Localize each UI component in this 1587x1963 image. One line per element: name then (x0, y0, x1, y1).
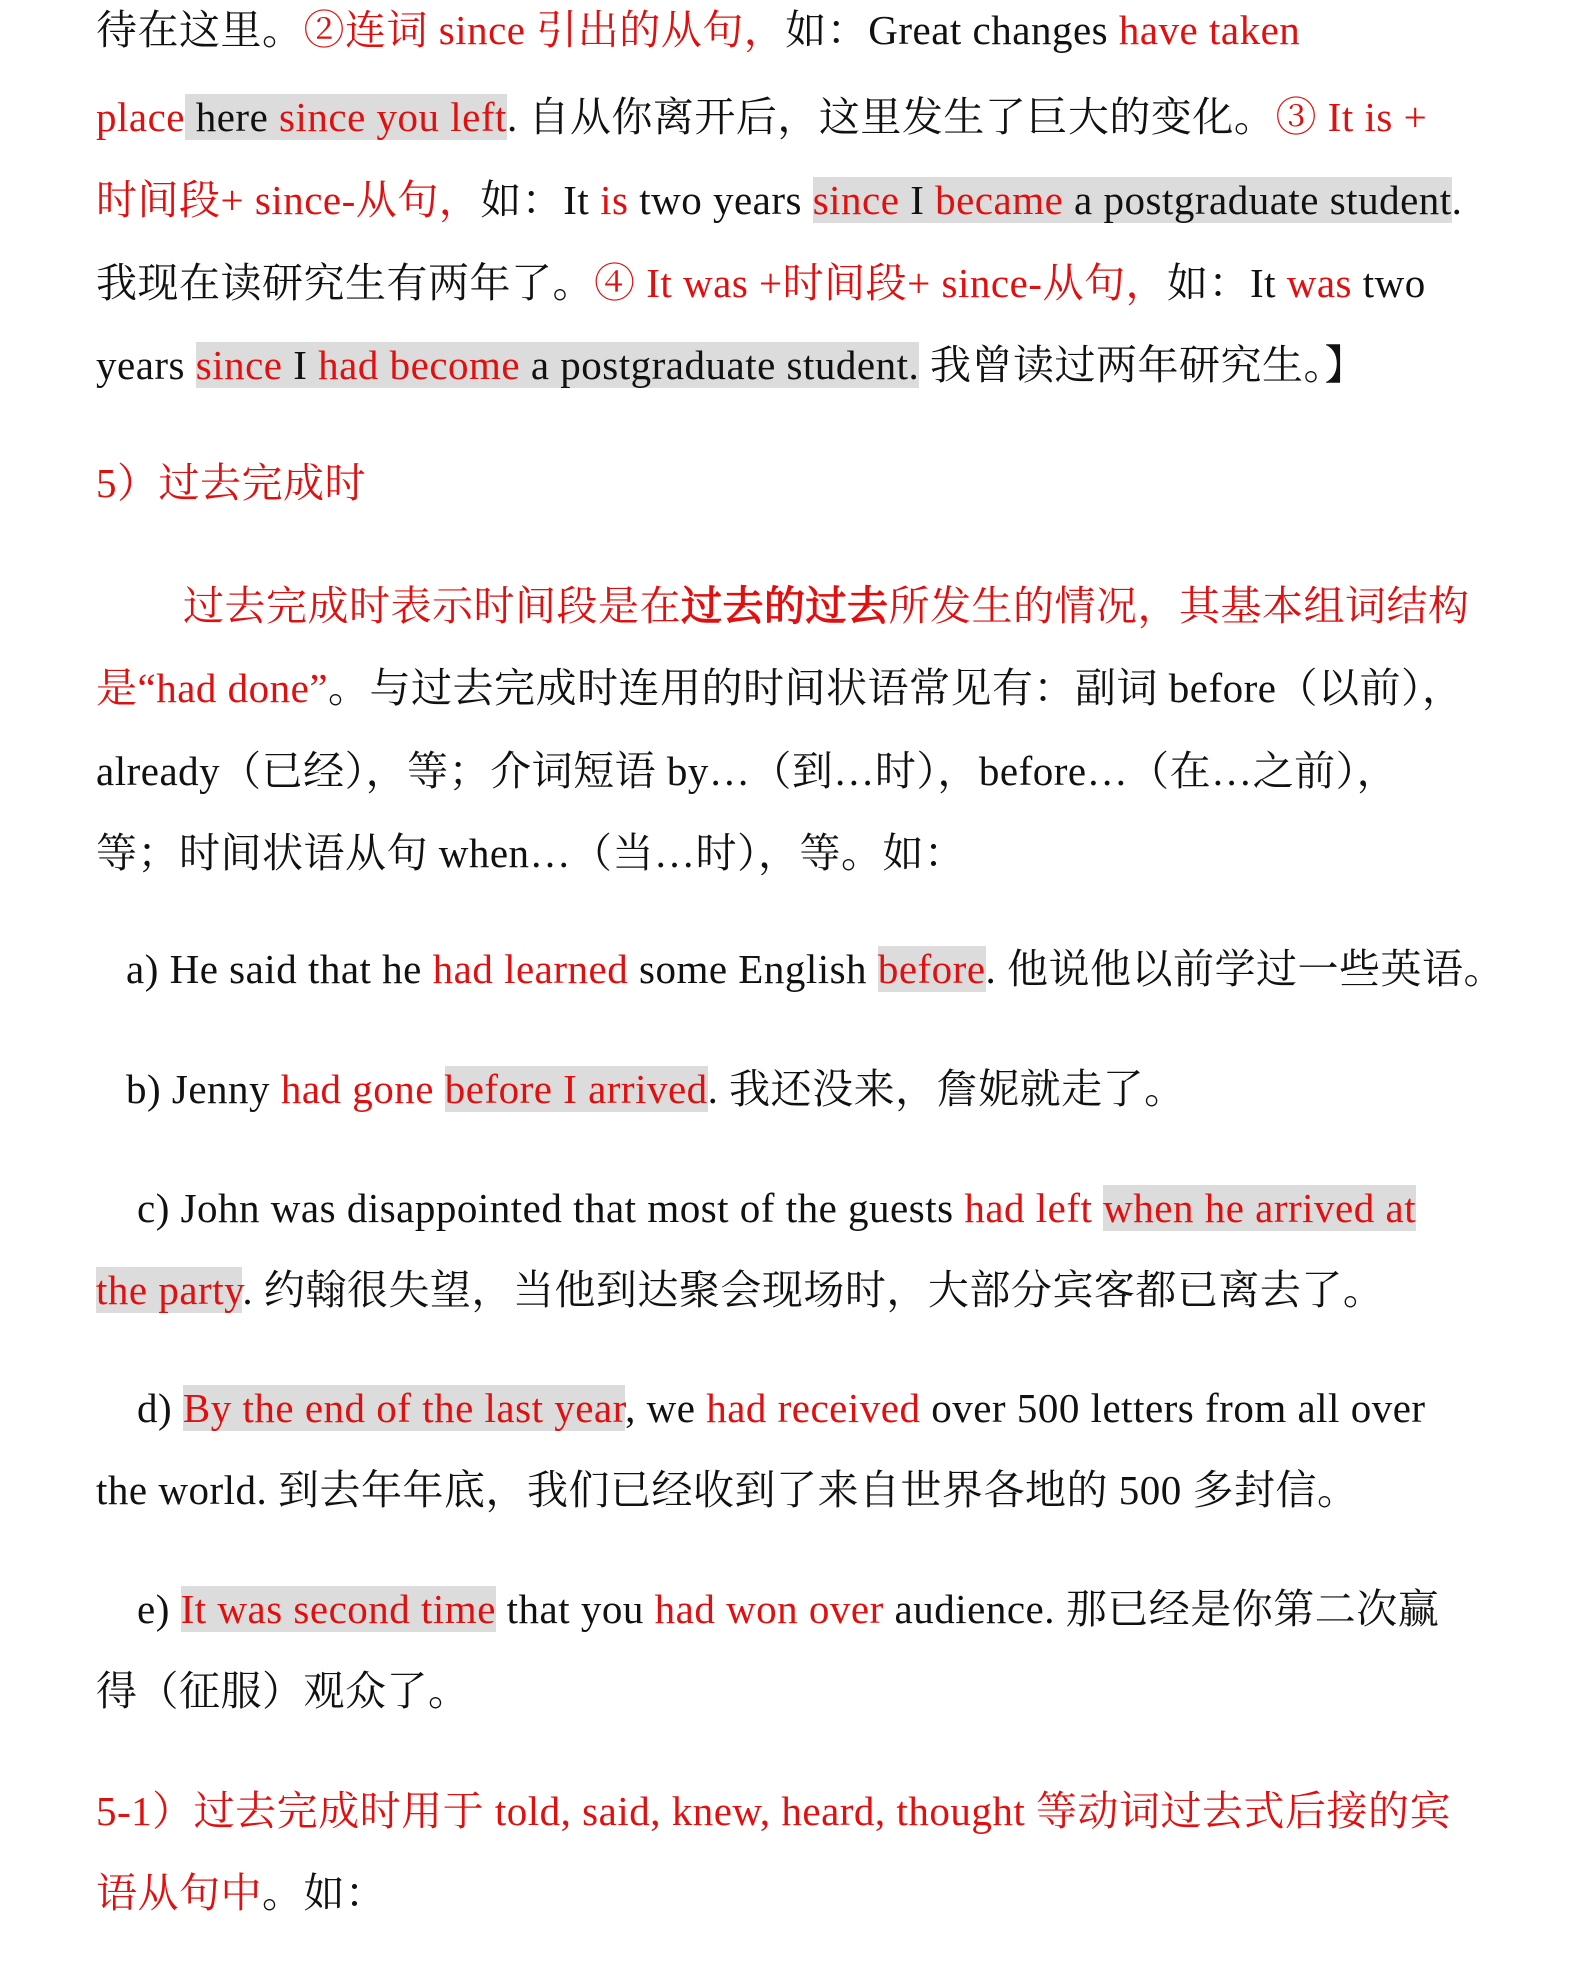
text-run: that you (495, 1586, 655, 1632)
text-run: 。与过去完成时连用的时间状语常见有：副词 before（以前）， (328, 665, 1464, 711)
text-run: b) Jenny (126, 1066, 281, 1112)
text-run: 如：It (480, 177, 601, 223)
highlighted-text: a postgraduate student. (520, 342, 920, 388)
text-run: had learned (432, 946, 629, 992)
text-run: . (1451, 177, 1463, 223)
paragraph-line (96, 172, 1462, 228)
text-run: have taken (1118, 7, 1301, 53)
text-run: here (184, 94, 280, 140)
example-c-continued (96, 1262, 1384, 1318)
highlighted-text: I (282, 342, 319, 388)
example-a (126, 941, 1505, 997)
text-run: place (96, 94, 185, 140)
section-heading: 5）过去完成时 (96, 460, 366, 506)
paragraph-line (96, 255, 1426, 311)
text-run: . 约翰很失望，当他到达聚会现场时，大部分宾客都已离去了。 (242, 1267, 1385, 1313)
text-run: d) (137, 1385, 183, 1431)
highlighted-text: when he arrived at (1103, 1185, 1417, 1231)
highlighted-text: became (935, 177, 1064, 223)
paragraph-line (96, 89, 1427, 145)
text-run: c) John was disappointed that most of the guests (137, 1185, 965, 1231)
highlighted-text: since you left (279, 94, 507, 140)
highlighted-text: before (877, 946, 986, 992)
example-c (137, 1180, 1416, 1236)
text-run: 语从句中 (96, 1870, 262, 1916)
text-run: had left (964, 1185, 1093, 1231)
section-heading-5-1: 5-1）过去完成时用于 told, said, knew, heard, thought 等动词过去式后接的宾 (96, 1788, 1451, 1834)
highlighted-text: before I arrived (444, 1066, 708, 1112)
text-run: . 自从你离开后，这里发生了巨大的变化。 (506, 94, 1276, 140)
highlighted-text: By the end of the last year (182, 1385, 626, 1431)
text-run: , we (625, 1385, 707, 1431)
example-b (126, 1061, 1186, 1117)
text-run: audience. (883, 1586, 1055, 1632)
highlighted-text: since (812, 177, 900, 223)
text-run: some English (628, 946, 878, 992)
text-run: . 我还没来，詹妮就走了。 (707, 1066, 1186, 1112)
text-run: had gone (280, 1066, 434, 1112)
text-run: had received (706, 1385, 921, 1431)
text-run (434, 1066, 445, 1112)
example-e-continued: 得（征服）观众了。 (96, 1668, 470, 1714)
text-run: years (96, 342, 196, 388)
text-run: ③ It is + (1275, 94, 1428, 140)
paragraph-line: 等；时间状语从句 when…（当…时），等。如： (96, 830, 966, 876)
text-run: had won over (654, 1586, 884, 1632)
paragraph-line (96, 337, 1366, 393)
text-run: two (1352, 260, 1426, 306)
highlighted-text: I (899, 177, 936, 223)
text-run: 是“had done” (96, 665, 329, 711)
text-run: 如：It (1166, 260, 1287, 306)
example-d (137, 1380, 1426, 1436)
text-run: 我现在读研究生有两年了。 (96, 260, 594, 306)
text-run: over 500 letters from all over (920, 1385, 1426, 1431)
text-run: a) He said that he (126, 946, 433, 992)
paragraph-line (96, 660, 1464, 716)
text-run: 如：Great changes (785, 7, 1119, 53)
highlighted-text: since (195, 342, 283, 388)
text-run: 待在这里。 (96, 7, 304, 53)
example-e (137, 1581, 1439, 1637)
paragraph-line (183, 578, 1470, 634)
paragraph-line (96, 2, 1300, 58)
text-run: 时间段+ since-从句， (96, 177, 481, 223)
example-d-continued: the world. 到去年年底，我们已经收到了来自世界各地的 500 多封信。 (96, 1467, 1359, 1513)
highlighted-text: It was second time (180, 1586, 496, 1632)
text-run: ④ It was +时间段+ since-从句， (594, 260, 1167, 306)
text-run: 我曾读过两年研究生。】 (919, 342, 1366, 388)
text-run: was (1286, 260, 1353, 306)
text-run: 所发生的情况，其基本组词结构 (888, 583, 1470, 629)
highlighted-text: the party (96, 1267, 243, 1313)
text-run (1092, 1185, 1103, 1231)
text-run: two years (628, 177, 813, 223)
highlighted-text: a postgraduate student (1063, 177, 1452, 223)
text-run: is (600, 177, 629, 223)
highlighted-text: had become (318, 342, 521, 388)
bold-text: 过去的过去 (681, 583, 889, 629)
text-run: . 他说他以前学过一些英语。 (985, 946, 1506, 992)
text-run: 。如： (262, 1870, 387, 1916)
text-run: 过去完成时表示时间段是在 (183, 583, 681, 629)
text-run: 那已经是你第二次赢 (1054, 1586, 1440, 1632)
text-run: e) (137, 1586, 181, 1632)
section-heading-5-1-continued (96, 1865, 387, 1921)
paragraph-line: already（已经），等；介词短语 by…（到…时），before…（在…之前）， (96, 748, 1399, 794)
text-run: ②连词 since 引出的从句， (303, 7, 786, 53)
